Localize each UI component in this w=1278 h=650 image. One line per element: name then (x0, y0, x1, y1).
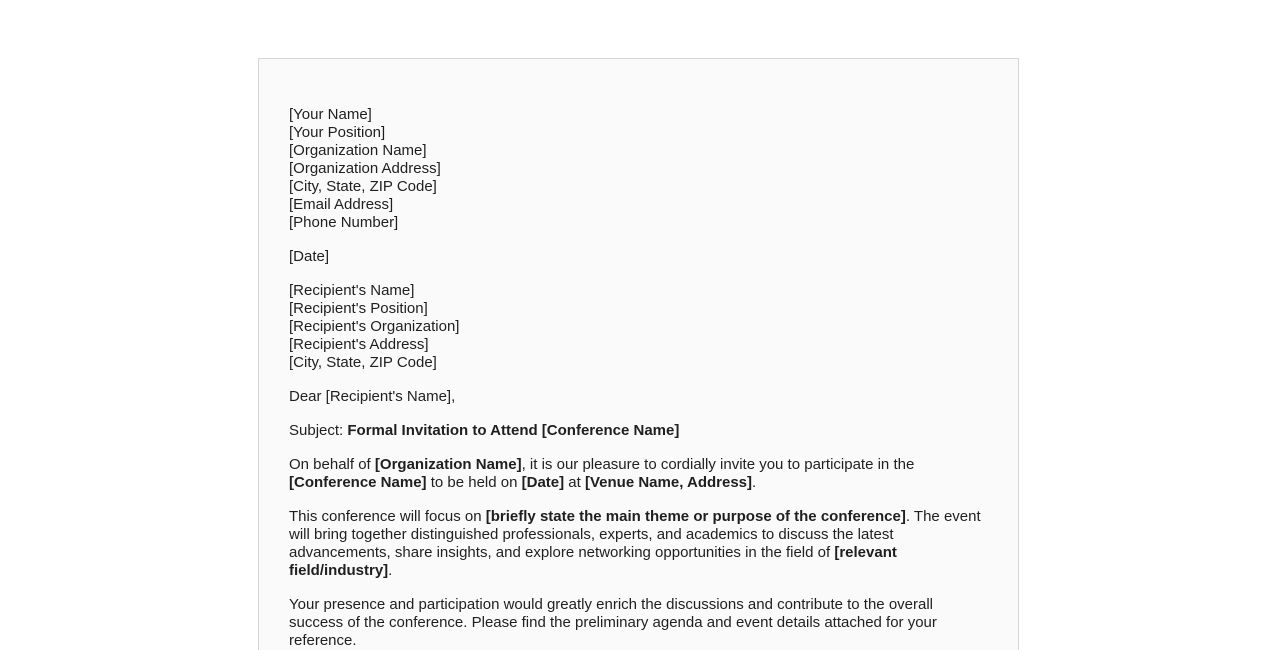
paragraph-invitation: On behalf of [Organization Name], it is our pleasure to cordially invite you to participate in the [Conference Name] to be held on [Date] at [Venue Name, Address]. (289, 456, 915, 491)
salutation: Dear [Recipient's Name], (289, 388, 456, 405)
date-line: [Date] (289, 248, 330, 265)
paragraph-closing: Your presence and participation would greatly enrich the discussions and contribute to the overall success of the conference. Please find the preliminary agenda and event details attached for your reference. (289, 596, 937, 649)
recipient-address-block: [Recipient's Name] [Recipient's Position] [Recipient's Organization] [Recipient's Address] [City, State, ZIP Code] (289, 282, 460, 371)
letter-body (289, 106, 987, 650)
sender-address-block: [Your Name] [Your Position] [Organization Name] [Organization Address] [City, State, ZIP Code] [Email Address] [Phone Number] (289, 106, 441, 231)
subject-line: Subject: Formal Invitation to Attend [Conference Name] (289, 422, 680, 439)
letter-page (258, 58, 1019, 650)
paragraph-conference-theme: This conference will focus on [briefly state the main theme or purpose of the conference]. The event will bring together distinguished professionals, experts, and academics to discuss the latest advancements, share insights, and explore networking opportunities in the field of [relevant field/industry]. (289, 508, 981, 579)
